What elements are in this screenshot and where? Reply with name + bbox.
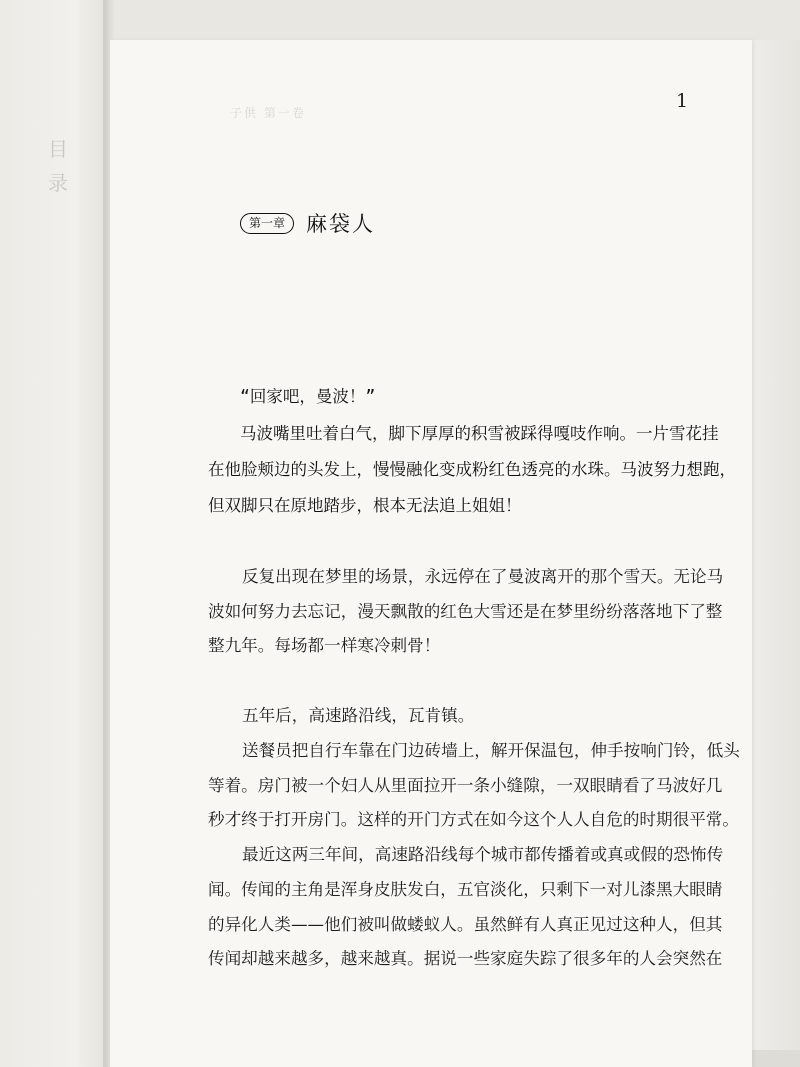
- paragraph-line: 送餐员把自行车靠在门边砖墙上，解开保温包，伸手按响门铃，低头: [242, 741, 740, 760]
- bleed-through-header: 子供 第一卷: [230, 106, 306, 120]
- paragraph-line: 反复出现在梦里的场景，永远停在了曼波离开的那个雪天。无论马: [242, 567, 724, 586]
- paragraph-line: 五年后，高速路沿线，瓦肯镇。: [242, 706, 475, 725]
- left-page-edge-text: 目录: [48, 137, 68, 195]
- dream-line: 在他脸颊边的头发上，慢慢融化变成粉红色透亮的水珠。马波努力想跑，: [208, 460, 736, 479]
- right-page-edge: [752, 40, 800, 1067]
- left-page: [0, 0, 108, 1067]
- paragraph-line: 闻。传闻的主角是浑身皮肤发白，五官淡化，只剩下一对儿漆黑大眼睛: [208, 880, 723, 899]
- dream-line: “回家吧，曼波！”: [240, 387, 376, 406]
- dream-line: 马波嘴里吐着白气，脚下厚厚的积雪被踩得嘎吱作响。一片雪花挂: [240, 424, 719, 443]
- paragraph-line: 整九年。每场都一样寒冷刺骨！: [208, 636, 441, 655]
- paragraph-line: 传闻却越来越多，越来越真。据说一些家庭失踪了很多年的人会突然在: [208, 949, 723, 968]
- paragraph-line: 最近这两三年间，高速路沿线每个城市都传播着或真或假的恐怖传: [242, 845, 724, 864]
- dream-line: 但双脚只在原地踏步，根本无法追上姐姐！: [208, 496, 522, 515]
- paragraph-line: 等着。房门被一个妇人从里面拉开一条小缝隙，一双眼睛看了马波好几: [208, 776, 723, 795]
- chapter-heading: [240, 208, 375, 238]
- paragraph-line: 秒才终于打开房门。这样的开门方式在如今这个人人自危的时期很平常。: [208, 810, 739, 829]
- chapter-number-badge: 第一章: [240, 213, 294, 234]
- chapter-title: 麻袋人: [306, 212, 376, 236]
- page-number: 1: [676, 90, 689, 112]
- paragraph-line: 的异化人类——他们被叫做蝼蚁人。虽然鲜有人真正见过这种人，但其: [208, 915, 723, 934]
- paragraph-line: 波如何努力去忘记，漫天飘散的红色大雪还是在梦里纷纷落落地下了整: [208, 602, 723, 621]
